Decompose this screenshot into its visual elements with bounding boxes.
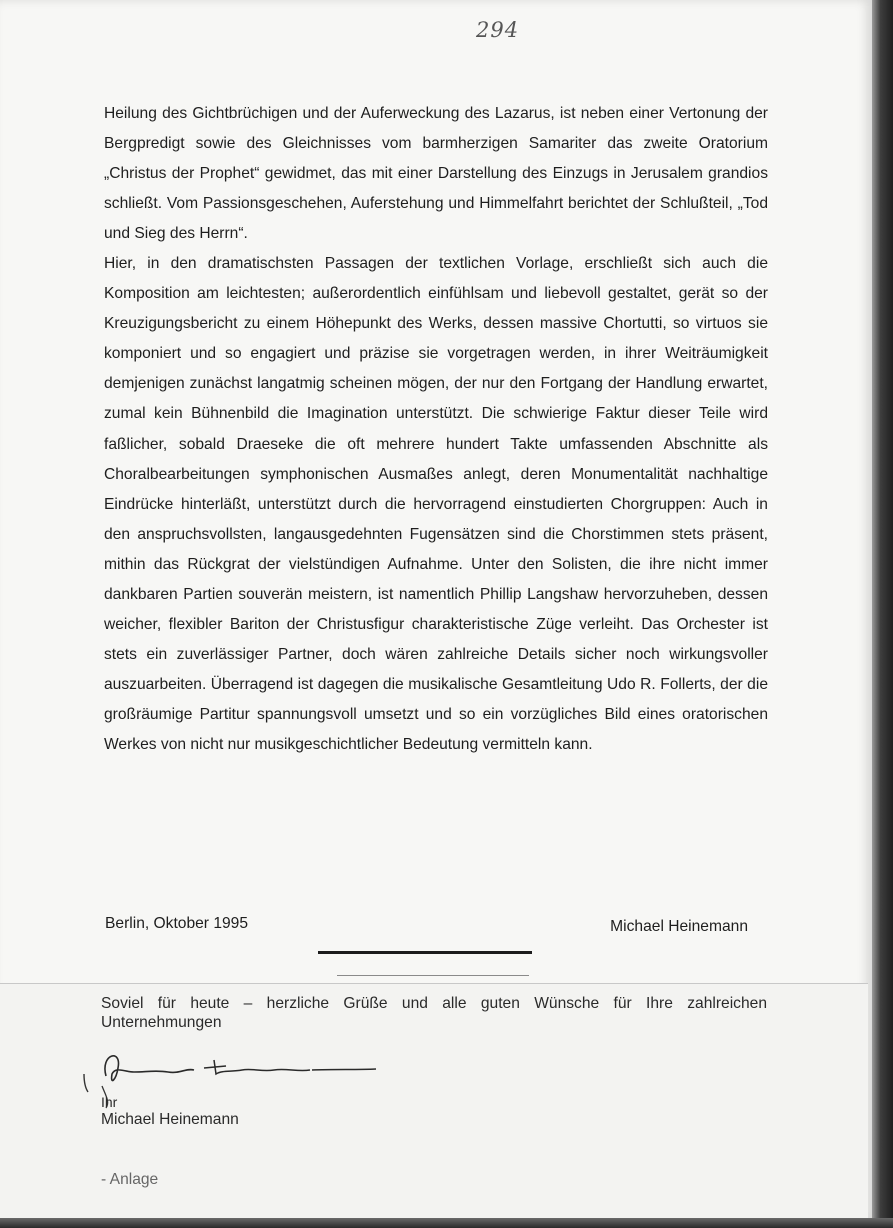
attachment-note: - Anlage <box>101 1171 159 1188</box>
handwritten-page-number: 294 <box>476 18 520 42</box>
scan-edge-bottom <box>0 1218 893 1228</box>
scan-edge-right <box>872 0 893 1228</box>
separator-rule <box>318 951 532 954</box>
handwritten-signature <box>76 1046 386 1116</box>
review-body <box>104 99 768 760</box>
review-paragraph-2: Hier, in den dramatischsten Passagen der textlichen Vorlage, erschließt sich auch die Komposition am leichtesten; außerordentlich einfühlsam und liebevoll gestaltet, gerät so der Kreuzigungsbericht zu einem Höhepunkt des Werks, dessen massive Chortutti, so virtuos sie komponiert und so engagiert und präzise sie vorgetragen werden, in ihrer Weiträumigkeit demjenigen zunächst langatmig scheinen mögen, der nur den Fortgang der Handlung erwartet, zumal kein Bühnenbild die Imagination unterstützt. Die schwierige Faktur dieser Teile wird faßlicher, sobald Draeseke die oft mehrere hundert Takte umfassenden Abschnitte als Choralbearbeitungen symphonischen Ausmaßes anlegt, deren Monumentalität nachhaltige Eindrücke hinterläßt, unterstützt durch die hervorragend einstudierten Chorgruppen: Auch in den anspruchsvollsten, langausgedehnten Fugensätzen sind die Chorstimmen stets präsent, mithin das Rückgrat der vielstündigen Aufnahme. Unter den Solisten, die ihre nicht immer dankbaren Partien souverän meistern, ist namentlich Phillip Langshaw hervorzuheben, dessen weicher, flexibler Bariton der Christusfigur charakteristische Züge verleiht. Das Orchester ist stets ein zuverlässiger Partner, doch wären zahlreiche Details sicher noch wirkungsvoller auszuarbeiten. Überragend ist dagegen die musikalische Gesamtleitung Udo R. Follerts, der die großräumige Partitur spannungsvoll umsetzt und so ein vorzügliches Bild eines oratorischen Werkes von nicht nur musikgeschichtlicher Bedeutung vermitteln kann. <box>104 255 768 753</box>
review-author: Michael Heinemann <box>610 918 748 935</box>
place-date: Berlin, Oktober 1995 <box>105 915 249 932</box>
closing-remark: Soviel für heute – herzliche Grüße und alle guten Wünsche für Ihre zahlreichen Unternehmungen <box>101 995 767 1031</box>
review-paragraph-1: Heilung des Gichtbrüchigen und der Auferweckung des Lazarus, ist neben einer Vertonung der Bergpredigt sowie des Gleichnisses vom barmherzigen Samariter das zweite Oratorium „Christus der Prophet“ gewidmet, das mit einer Darstellung des Einzugs in Jerusalem grandios schließt. Vom Passionsgeschehen, Auferstehung und Himmelfahrt berichtet der Schlußteil, „Tod und Sieg des Herrn“. <box>104 105 768 243</box>
signer-name: Michael Heinemann <box>101 1111 239 1128</box>
separator-rule-thin <box>337 975 529 976</box>
salutation: Ihr <box>101 1094 118 1110</box>
